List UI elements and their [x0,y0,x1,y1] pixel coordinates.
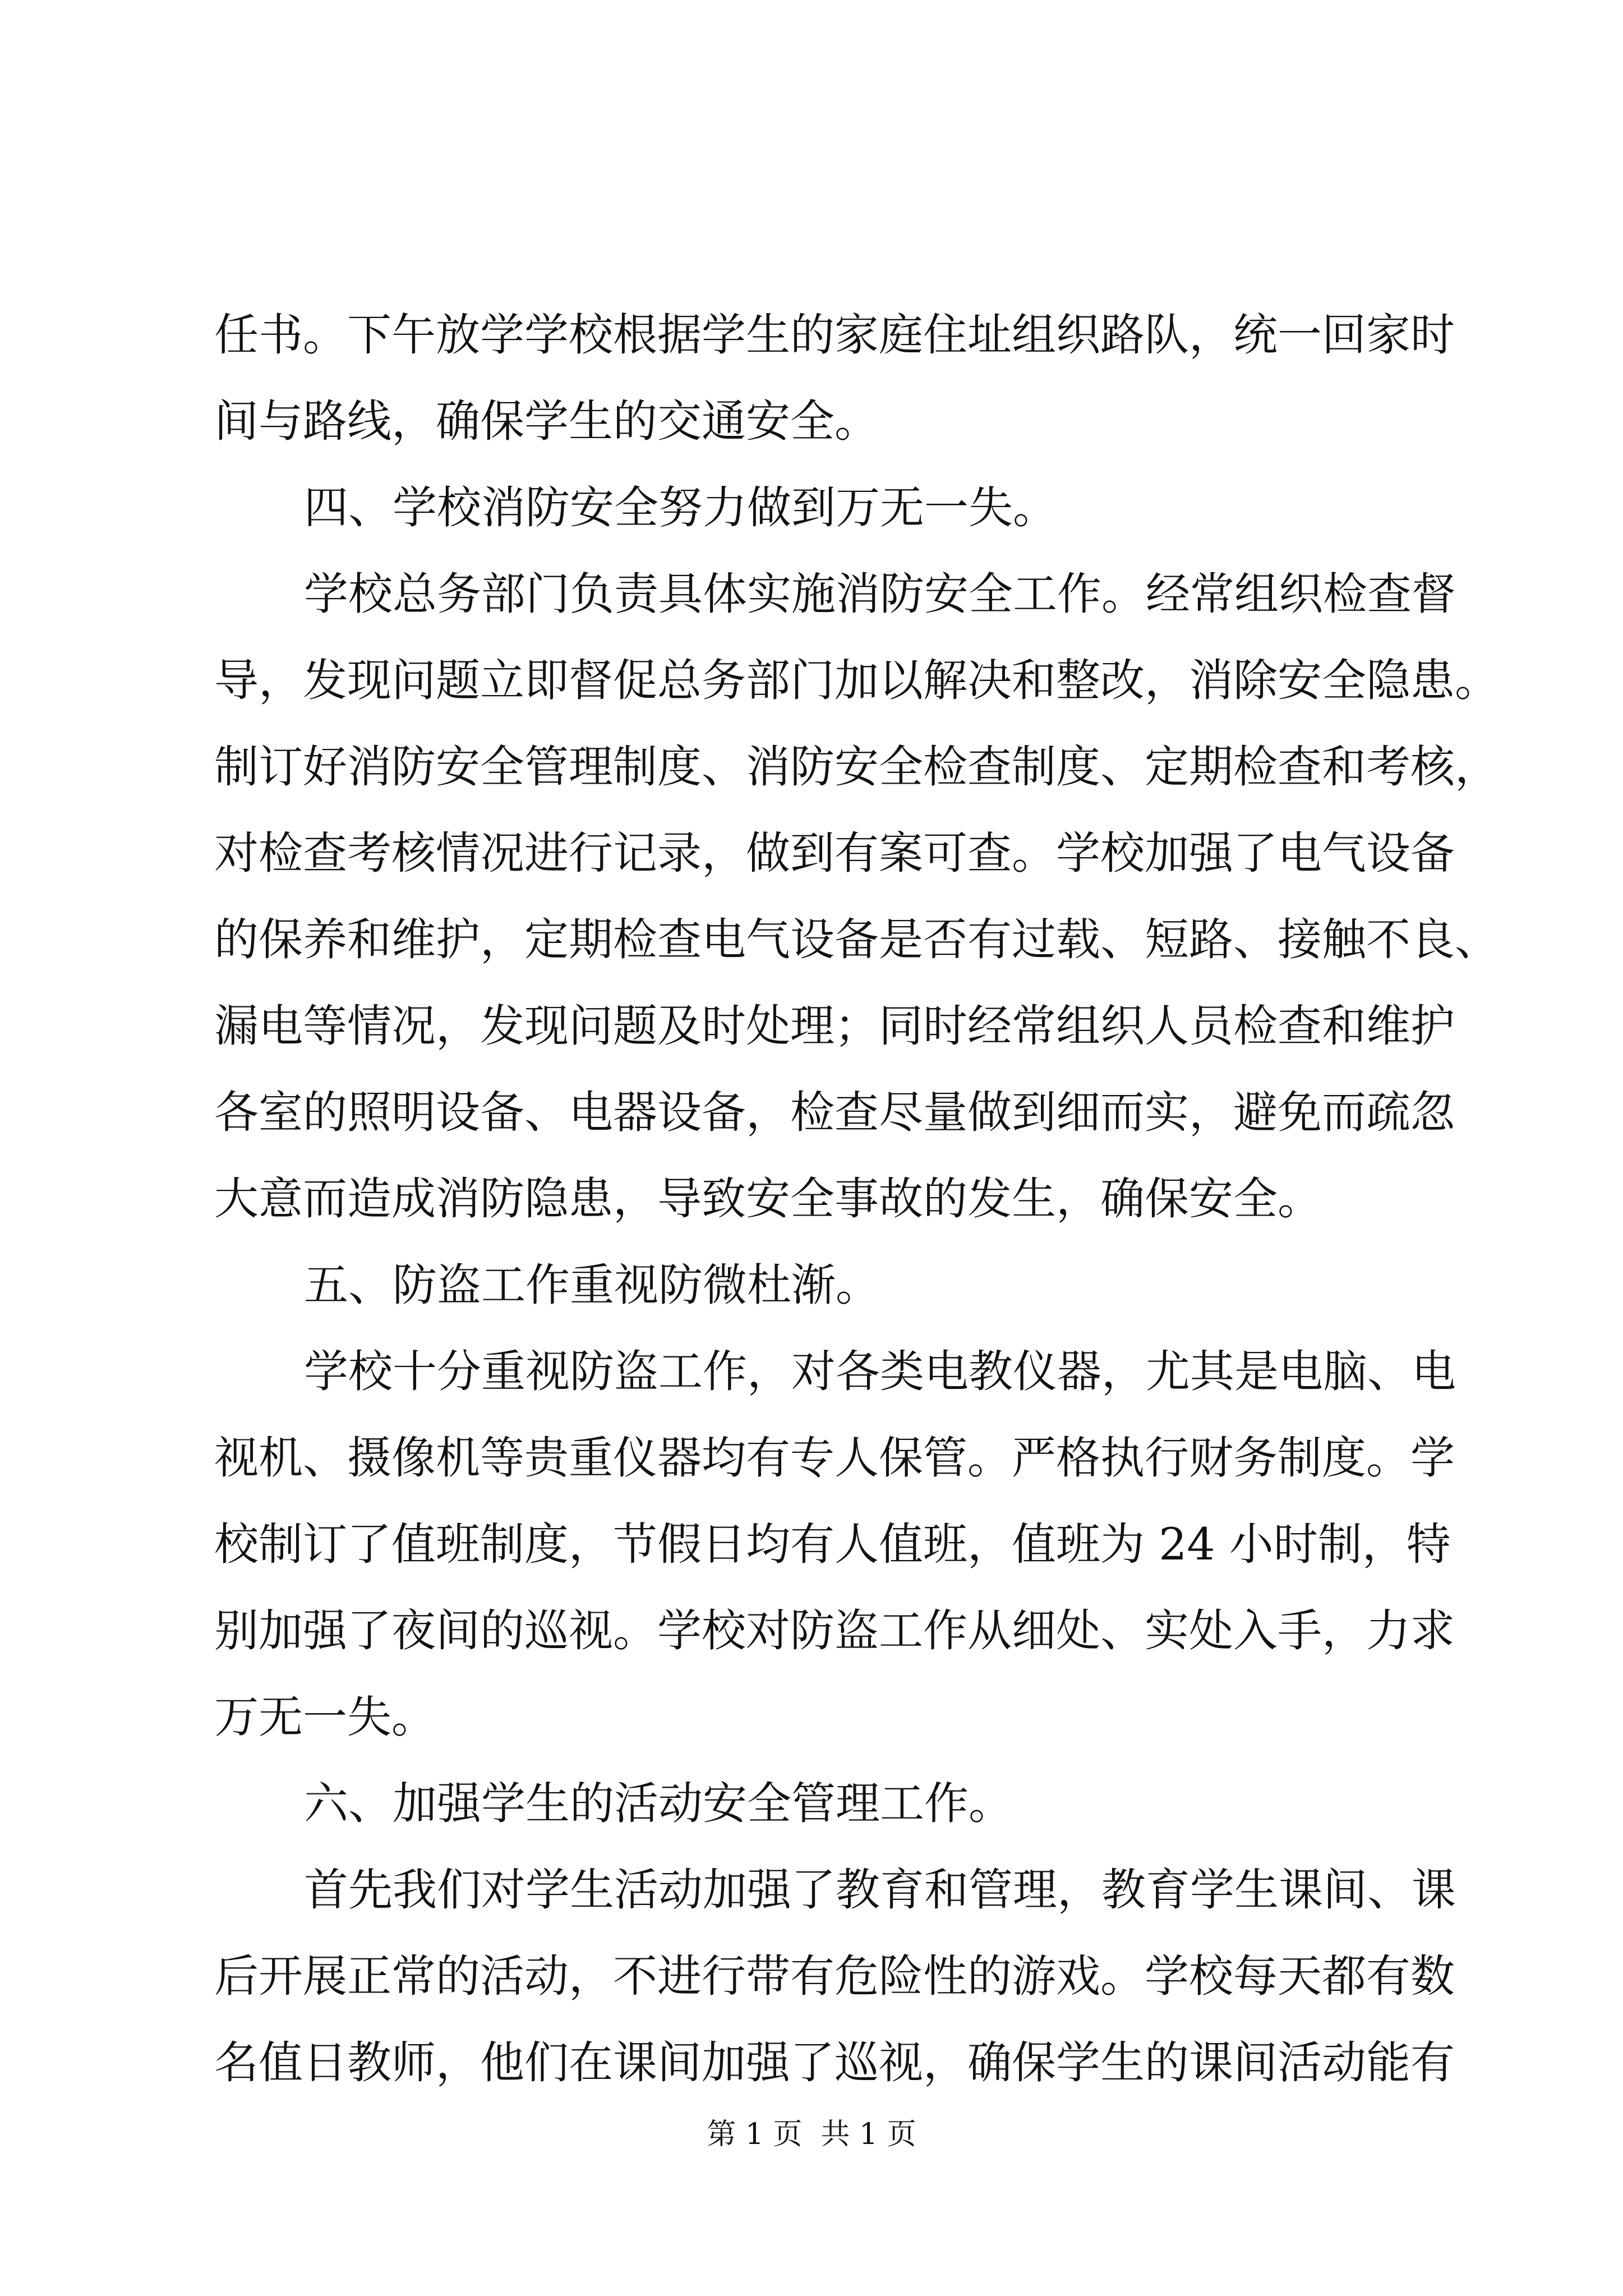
section-heading-6: 六、加强学生的活动安全管理工作。 [304,1778,1013,1829]
text-line: 学校总务部门负责具体实施消防安全工作。经常组织检查督 [304,568,1456,620]
text-line: 任书。下午放学学校根据学生的家庭住址组织路队，统一回家时 [214,309,1455,361]
text-line: 漏电等情况，发现问题及时处理；同时经常组织人员检查和维护 [214,1000,1455,1052]
text-line: 的保养和维护，定期检查电气设备是否有过载、短路、接触不良、 [214,914,1499,965]
text-line: 万无一失。 [214,1691,436,1743]
text-line: 校制订了值班制度，节假日均有人值班，值班为 24 小时制，特 [214,1519,1451,1570]
text-line: 对检查考核情况进行记录，做到有案可查。学校加强了电气设备 [214,827,1455,879]
page-number: 第 1 页 共 1 页 [707,2118,916,2151]
page-footer [0,2115,1623,2154]
text-line: 名值日教师，他们在课间加强了巡视，确保学生的课间活动能有 [214,2037,1455,2088]
section-heading-4: 四、学校消防安全努力做到万无一失。 [304,482,1057,533]
document-body [214,292,1499,2106]
text-line: 后开展正常的活动，不进行带有危险性的游戏。学校每天都有数 [214,1950,1455,2002]
text-line: 学校十分重视防盗工作，对各类电教仪器，尤其是电脑、电 [304,1346,1456,1397]
text-line: 首先我们对学生活动加强了教育和管理，教育学生课间、课 [304,1864,1456,1916]
text-line: 制订好消防安全管理制度、消防安全检查制度、定期检查和考核， [214,741,1499,793]
text-line: 间与路线，确保学生的交通安全。 [214,395,879,447]
text-line: 导，发现问题立即督促总务部门加以解决和整改，消除安全隐患。 [214,655,1499,706]
text-line: 别加强了夜间的巡视。学校对防盗工作从细处、实处入手，力求 [214,1605,1455,1657]
section-heading-5: 五、防盗工作重视防微杜渐。 [304,1259,880,1311]
text-line: 各室的照明设备、电器设备，检查尽量做到细而实，避免而疏忽 [214,1087,1455,1138]
text-line: 大意而造成消防隐患，导致安全事故的发生，确保安全。 [214,1173,1322,1225]
text-line: 视机、摄像机等贵重仪器均有专人保管。严格执行财务制度。学 [214,1432,1455,1484]
